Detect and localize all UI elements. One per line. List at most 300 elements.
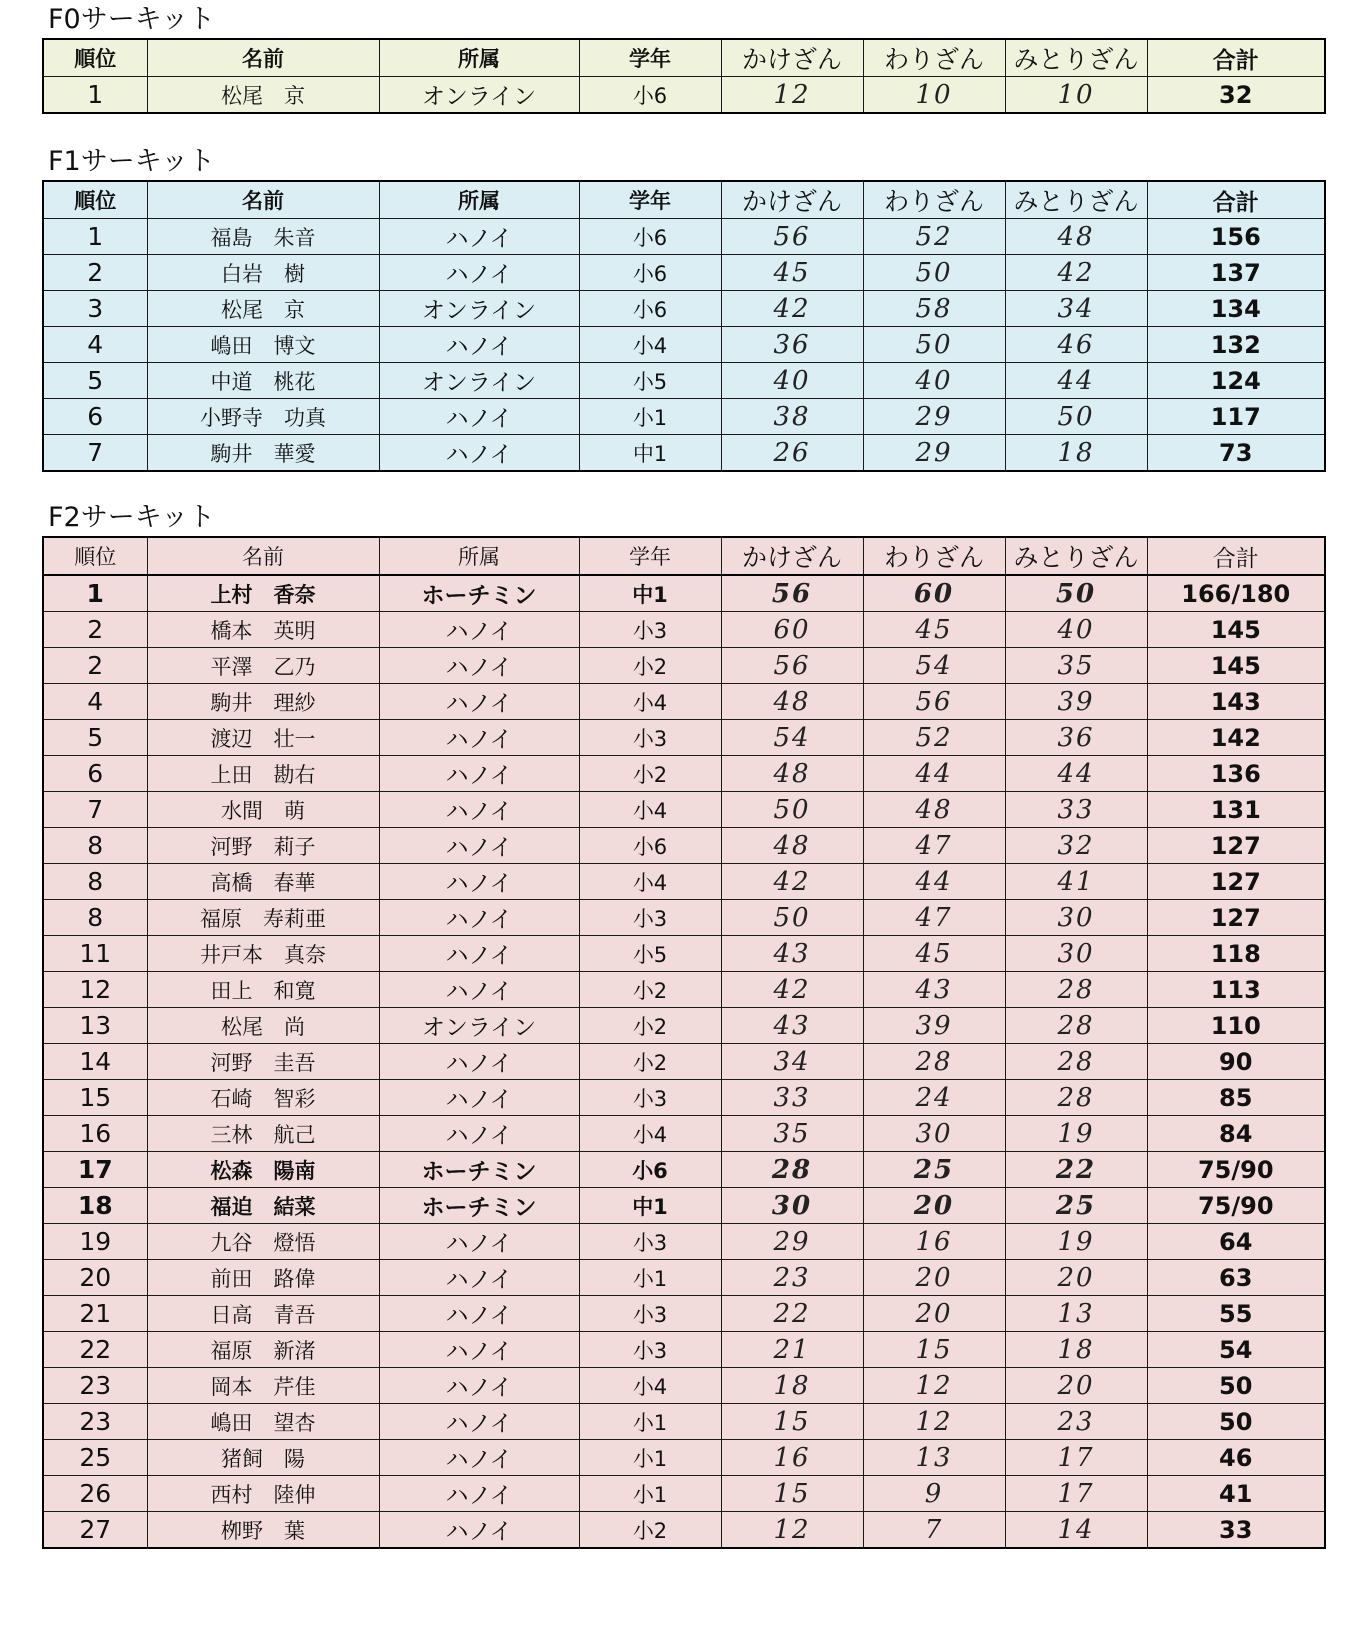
rank-cell: 2 — [43, 648, 147, 684]
name-cell: 岡本 芹佳 — [147, 1368, 379, 1404]
total-cell: 33 — [1147, 1512, 1325, 1549]
total-cell: 137 — [1147, 255, 1325, 291]
kakezan-cell: 60 — [721, 612, 863, 648]
table-row — [43, 1512, 1325, 1549]
mitorizan-cell: 18 — [1005, 435, 1147, 472]
rank-cell: 7 — [43, 435, 147, 472]
org-cell: ハノイ — [379, 219, 579, 255]
kakezan-cell: 29 — [721, 1224, 863, 1260]
table-row — [43, 435, 1325, 472]
rank-cell: 16 — [43, 1116, 147, 1152]
total-cell: 136 — [1147, 756, 1325, 792]
org-cell: ハノイ — [379, 1512, 579, 1549]
rank-cell: 4 — [43, 684, 147, 720]
mitorizan-cell: 40 — [1005, 612, 1147, 648]
rank-cell: 1 — [43, 219, 147, 255]
rank-cell: 2 — [43, 612, 147, 648]
header-kakezan: かけざん — [721, 181, 863, 219]
grade-cell: 小6 — [579, 291, 721, 327]
org-cell: ホーチミン — [379, 1188, 579, 1224]
name-cell: 上村 香奈 — [147, 575, 379, 612]
rank-cell: 22 — [43, 1332, 147, 1368]
rank-cell: 7 — [43, 792, 147, 828]
total-cell: 50 — [1147, 1404, 1325, 1440]
name-cell: 高橋 春華 — [147, 864, 379, 900]
rank-cell: 4 — [43, 327, 147, 363]
total-cell: 143 — [1147, 684, 1325, 720]
name-cell: 栁野 葉 — [147, 1512, 379, 1549]
table-row — [43, 77, 1325, 114]
header-rank: 順位 — [43, 537, 147, 575]
name-cell: 福島 朱音 — [147, 219, 379, 255]
grade-cell: 小4 — [579, 864, 721, 900]
warizan-cell: 12 — [863, 1404, 1005, 1440]
mitorizan-cell: 14 — [1005, 1512, 1147, 1549]
rank-cell: 23 — [43, 1368, 147, 1404]
grade-cell: 小2 — [579, 1512, 721, 1549]
org-cell: オンライン — [379, 1008, 579, 1044]
total-cell: 113 — [1147, 972, 1325, 1008]
table-row — [43, 720, 1325, 756]
total-cell: 73 — [1147, 435, 1325, 472]
table-row — [43, 1260, 1325, 1296]
rank-cell: 8 — [43, 828, 147, 864]
kakezan-cell: 42 — [721, 972, 863, 1008]
table-row — [43, 327, 1325, 363]
grade-cell: 中1 — [579, 435, 721, 472]
kakezan-cell: 30 — [721, 1188, 863, 1224]
rank-cell: 1 — [43, 575, 147, 612]
kakezan-cell: 26 — [721, 435, 863, 472]
table-row — [43, 399, 1325, 435]
kakezan-cell: 42 — [721, 864, 863, 900]
mitorizan-cell: 17 — [1005, 1476, 1147, 1512]
warizan-cell: 58 — [863, 291, 1005, 327]
grade-cell: 小1 — [579, 1260, 721, 1296]
org-cell: ハノイ — [379, 972, 579, 1008]
name-cell: 日高 青吾 — [147, 1296, 379, 1332]
warizan-cell: 16 — [863, 1224, 1005, 1260]
org-cell: ハノイ — [379, 900, 579, 936]
grade-cell: 小6 — [579, 219, 721, 255]
mitorizan-cell: 19 — [1005, 1116, 1147, 1152]
rank-cell: 17 — [43, 1152, 147, 1188]
section-title: F1サーキット — [48, 146, 216, 177]
org-cell: ハノイ — [379, 1080, 579, 1116]
org-cell: ハノイ — [379, 255, 579, 291]
org-cell: ハノイ — [379, 936, 579, 972]
total-cell: 84 — [1147, 1116, 1325, 1152]
mitorizan-cell: 28 — [1005, 1044, 1147, 1080]
kakezan-cell: 56 — [721, 219, 863, 255]
warizan-cell: 50 — [863, 255, 1005, 291]
total-cell: 85 — [1147, 1080, 1325, 1116]
name-cell: 小野寺 功真 — [147, 399, 379, 435]
kakezan-cell: 16 — [721, 1440, 863, 1476]
grade-cell: 小4 — [579, 327, 721, 363]
name-cell: 河野 圭吾 — [147, 1044, 379, 1080]
table-row — [43, 792, 1325, 828]
rank-cell: 2 — [43, 255, 147, 291]
header-grade: 学年 — [579, 181, 721, 219]
header-row — [43, 39, 1325, 77]
grade-cell: 小3 — [579, 1332, 721, 1368]
header-name: 名前 — [147, 537, 379, 575]
kakezan-cell: 42 — [721, 291, 863, 327]
grade-cell: 小6 — [579, 1152, 721, 1188]
org-cell: ハノイ — [379, 1440, 579, 1476]
mitorizan-cell: 25 — [1005, 1188, 1147, 1224]
mitorizan-cell: 36 — [1005, 720, 1147, 756]
name-cell: 白岩 樹 — [147, 255, 379, 291]
warizan-cell: 44 — [863, 864, 1005, 900]
org-cell: ハノイ — [379, 1260, 579, 1296]
kakezan-cell: 12 — [721, 77, 863, 114]
header-name: 名前 — [147, 39, 379, 77]
total-cell: 127 — [1147, 828, 1325, 864]
org-cell: ハノイ — [379, 1296, 579, 1332]
kakezan-cell: 22 — [721, 1296, 863, 1332]
table-row — [43, 1296, 1325, 1332]
warizan-cell: 43 — [863, 972, 1005, 1008]
org-cell: ホーチミン — [379, 575, 579, 612]
org-cell: ハノイ — [379, 612, 579, 648]
kakezan-cell: 40 — [721, 363, 863, 399]
header-rank: 順位 — [43, 39, 147, 77]
total-cell: 132 — [1147, 327, 1325, 363]
grade-cell: 中1 — [579, 575, 721, 612]
kakezan-cell: 48 — [721, 684, 863, 720]
org-cell: ハノイ — [379, 720, 579, 756]
name-cell: 松尾 京 — [147, 77, 379, 114]
mitorizan-cell: 30 — [1005, 936, 1147, 972]
mitorizan-cell: 44 — [1005, 363, 1147, 399]
kakezan-cell: 35 — [721, 1116, 863, 1152]
name-cell: 福原 寿莉亜 — [147, 900, 379, 936]
warizan-cell: 15 — [863, 1332, 1005, 1368]
header-total: 合計 — [1147, 181, 1325, 219]
name-cell: 上田 勘右 — [147, 756, 379, 792]
total-cell: 145 — [1147, 648, 1325, 684]
total-cell: 134 — [1147, 291, 1325, 327]
table-row — [43, 612, 1325, 648]
warizan-cell: 52 — [863, 219, 1005, 255]
header-org: 所属 — [379, 181, 579, 219]
total-cell: 127 — [1147, 864, 1325, 900]
kakezan-cell: 15 — [721, 1404, 863, 1440]
org-cell: ハノイ — [379, 792, 579, 828]
warizan-cell: 20 — [863, 1296, 1005, 1332]
kakezan-cell: 50 — [721, 900, 863, 936]
name-cell: 渡辺 壮一 — [147, 720, 379, 756]
warizan-cell: 45 — [863, 612, 1005, 648]
warizan-cell: 13 — [863, 1440, 1005, 1476]
warizan-cell: 39 — [863, 1008, 1005, 1044]
table-row — [43, 363, 1325, 399]
table-row — [43, 1368, 1325, 1404]
total-cell: 41 — [1147, 1476, 1325, 1512]
table-row — [43, 900, 1325, 936]
table-row — [43, 1332, 1325, 1368]
grade-cell: 小3 — [579, 720, 721, 756]
grade-cell: 小6 — [579, 255, 721, 291]
mitorizan-cell: 50 — [1005, 575, 1147, 612]
total-cell: 54 — [1147, 1332, 1325, 1368]
warizan-cell: 29 — [863, 399, 1005, 435]
grade-cell: 小2 — [579, 648, 721, 684]
rank-cell: 8 — [43, 900, 147, 936]
kakezan-cell: 12 — [721, 1512, 863, 1549]
grade-cell: 小4 — [579, 684, 721, 720]
org-cell: ハノイ — [379, 1476, 579, 1512]
kakezan-cell: 21 — [721, 1332, 863, 1368]
rank-cell: 27 — [43, 1512, 147, 1549]
kakezan-cell: 15 — [721, 1476, 863, 1512]
header-row — [43, 537, 1325, 575]
warizan-cell: 9 — [863, 1476, 1005, 1512]
org-cell: ハノイ — [379, 399, 579, 435]
rank-cell: 1 — [43, 77, 147, 114]
org-cell: ハノイ — [379, 1044, 579, 1080]
mitorizan-cell: 19 — [1005, 1224, 1147, 1260]
warizan-cell: 50 — [863, 327, 1005, 363]
table-row — [43, 828, 1325, 864]
rank-cell: 5 — [43, 363, 147, 399]
name-cell: 三林 航己 — [147, 1116, 379, 1152]
warizan-cell: 29 — [863, 435, 1005, 472]
grade-cell: 小2 — [579, 1044, 721, 1080]
total-cell: 50 — [1147, 1368, 1325, 1404]
warizan-cell: 40 — [863, 363, 1005, 399]
kakezan-cell: 43 — [721, 1008, 863, 1044]
kakezan-cell: 38 — [721, 399, 863, 435]
rank-cell: 14 — [43, 1044, 147, 1080]
table-row — [43, 291, 1325, 327]
grade-cell: 小1 — [579, 399, 721, 435]
grade-cell: 小6 — [579, 77, 721, 114]
mitorizan-cell: 48 — [1005, 219, 1147, 255]
warizan-cell: 30 — [863, 1116, 1005, 1152]
header-name: 名前 — [147, 181, 379, 219]
org-cell: ハノイ — [379, 1332, 579, 1368]
org-cell: ハノイ — [379, 828, 579, 864]
warizan-cell: 47 — [863, 828, 1005, 864]
org-cell: ハノイ — [379, 327, 579, 363]
name-cell: 駒井 理紗 — [147, 684, 379, 720]
kakezan-cell: 48 — [721, 828, 863, 864]
total-cell: 75/90 — [1147, 1188, 1325, 1224]
section-title: F2サーキット — [48, 502, 216, 533]
total-cell: 64 — [1147, 1224, 1325, 1260]
table-row — [43, 972, 1325, 1008]
name-cell: 松尾 尚 — [147, 1008, 379, 1044]
mitorizan-cell: 35 — [1005, 648, 1147, 684]
org-cell: ハノイ — [379, 648, 579, 684]
name-cell: 福原 新渚 — [147, 1332, 379, 1368]
mitorizan-cell: 17 — [1005, 1440, 1147, 1476]
mitorizan-cell: 20 — [1005, 1368, 1147, 1404]
header-mitorizan: みとりざん — [1005, 181, 1147, 219]
section-f0 — [42, 2, 1324, 114]
total-cell: 156 — [1147, 219, 1325, 255]
total-cell: 127 — [1147, 900, 1325, 936]
table-row — [43, 1116, 1325, 1152]
name-cell: 西村 陸伸 — [147, 1476, 379, 1512]
table-row — [43, 1476, 1325, 1512]
mitorizan-cell: 10 — [1005, 77, 1147, 114]
kakezan-cell: 56 — [721, 648, 863, 684]
total-cell: 145 — [1147, 612, 1325, 648]
warizan-cell: 48 — [863, 792, 1005, 828]
kakezan-cell: 45 — [721, 255, 863, 291]
rank-cell: 6 — [43, 756, 147, 792]
section-title: F0サーキット — [48, 4, 216, 35]
header-kakezan: かけざん — [721, 537, 863, 575]
total-cell: 90 — [1147, 1044, 1325, 1080]
warizan-cell: 44 — [863, 756, 1005, 792]
rank-cell: 8 — [43, 864, 147, 900]
org-cell: オンライン — [379, 363, 579, 399]
kakezan-cell: 50 — [721, 792, 863, 828]
rank-cell: 19 — [43, 1224, 147, 1260]
name-cell: 河野 莉子 — [147, 828, 379, 864]
warizan-cell: 54 — [863, 648, 1005, 684]
org-cell: ハノイ — [379, 1224, 579, 1260]
warizan-cell: 28 — [863, 1044, 1005, 1080]
results-table-f1 — [42, 180, 1326, 472]
total-cell: 63 — [1147, 1260, 1325, 1296]
mitorizan-cell: 50 — [1005, 399, 1147, 435]
total-cell: 166/180 — [1147, 575, 1325, 612]
name-cell: 平澤 乙乃 — [147, 648, 379, 684]
rank-cell: 23 — [43, 1404, 147, 1440]
grade-cell: 小5 — [579, 936, 721, 972]
grade-cell: 小3 — [579, 612, 721, 648]
total-cell: 118 — [1147, 936, 1325, 972]
rank-cell: 5 — [43, 720, 147, 756]
grade-cell: 小2 — [579, 756, 721, 792]
total-cell: 75/90 — [1147, 1152, 1325, 1188]
table-row — [43, 1404, 1325, 1440]
warizan-cell: 20 — [863, 1188, 1005, 1224]
header-warizan: わりざん — [863, 181, 1005, 219]
org-cell: ハノイ — [379, 435, 579, 472]
warizan-cell: 25 — [863, 1152, 1005, 1188]
org-cell: ハノイ — [379, 864, 579, 900]
mitorizan-cell: 13 — [1005, 1296, 1147, 1332]
warizan-cell: 10 — [863, 77, 1005, 114]
header-total: 合計 — [1147, 39, 1325, 77]
warizan-cell: 45 — [863, 936, 1005, 972]
rank-cell: 18 — [43, 1188, 147, 1224]
kakezan-cell: 33 — [721, 1080, 863, 1116]
grade-cell: 小5 — [579, 363, 721, 399]
rank-cell: 26 — [43, 1476, 147, 1512]
table-row — [43, 1224, 1325, 1260]
org-cell: ハノイ — [379, 1368, 579, 1404]
kakezan-cell: 23 — [721, 1260, 863, 1296]
name-cell: 井戸本 真奈 — [147, 936, 379, 972]
total-cell: 46 — [1147, 1440, 1325, 1476]
header-kakezan: かけざん — [721, 39, 863, 77]
rank-cell: 20 — [43, 1260, 147, 1296]
header-warizan: わりざん — [863, 537, 1005, 575]
warizan-cell: 24 — [863, 1080, 1005, 1116]
warizan-cell: 52 — [863, 720, 1005, 756]
org-cell: ハノイ — [379, 1404, 579, 1440]
table-row — [43, 648, 1325, 684]
table-row — [43, 219, 1325, 255]
name-cell: 田上 和寛 — [147, 972, 379, 1008]
kakezan-cell: 56 — [721, 575, 863, 612]
table-row — [43, 1440, 1325, 1476]
warizan-cell: 20 — [863, 1260, 1005, 1296]
results-table-f0 — [42, 38, 1326, 114]
warizan-cell: 47 — [863, 900, 1005, 936]
grade-cell: 小3 — [579, 1224, 721, 1260]
grade-cell: 小3 — [579, 900, 721, 936]
name-cell: 駒井 華愛 — [147, 435, 379, 472]
mitorizan-cell: 34 — [1005, 291, 1147, 327]
header-grade: 学年 — [579, 537, 721, 575]
total-cell: 32 — [1147, 77, 1325, 114]
rank-cell: 25 — [43, 1440, 147, 1476]
grade-cell: 小1 — [579, 1404, 721, 1440]
kakezan-cell: 34 — [721, 1044, 863, 1080]
total-cell: 124 — [1147, 363, 1325, 399]
name-cell: 松尾 京 — [147, 291, 379, 327]
name-cell: 松森 陽南 — [147, 1152, 379, 1188]
header-mitorizan: みとりざん — [1005, 39, 1147, 77]
header-grade: 学年 — [579, 39, 721, 77]
warizan-cell: 12 — [863, 1368, 1005, 1404]
kakezan-cell: 28 — [721, 1152, 863, 1188]
name-cell: 嶋田 望杏 — [147, 1404, 379, 1440]
total-cell: 131 — [1147, 792, 1325, 828]
kakezan-cell: 43 — [721, 936, 863, 972]
kakezan-cell: 36 — [721, 327, 863, 363]
section-f2 — [42, 500, 1324, 1549]
grade-cell: 小6 — [579, 828, 721, 864]
mitorizan-cell: 44 — [1005, 756, 1147, 792]
rank-cell: 12 — [43, 972, 147, 1008]
warizan-cell: 7 — [863, 1512, 1005, 1549]
grade-cell: 小2 — [579, 1008, 721, 1044]
kakezan-cell: 48 — [721, 756, 863, 792]
warizan-cell: 56 — [863, 684, 1005, 720]
kakezan-cell: 54 — [721, 720, 863, 756]
mitorizan-cell: 28 — [1005, 1080, 1147, 1116]
mitorizan-cell: 28 — [1005, 972, 1147, 1008]
table-row — [43, 756, 1325, 792]
table-row — [43, 864, 1325, 900]
mitorizan-cell: 22 — [1005, 1152, 1147, 1188]
grade-cell: 小4 — [579, 1116, 721, 1152]
table-row — [43, 684, 1325, 720]
section-f1 — [42, 144, 1324, 472]
table-row — [43, 1008, 1325, 1044]
name-cell: 前田 路偉 — [147, 1260, 379, 1296]
mitorizan-cell: 28 — [1005, 1008, 1147, 1044]
mitorizan-cell: 20 — [1005, 1260, 1147, 1296]
table-row — [43, 255, 1325, 291]
table-row — [43, 1044, 1325, 1080]
name-cell: 橋本 英明 — [147, 612, 379, 648]
table-row — [43, 575, 1325, 612]
org-cell: オンライン — [379, 77, 579, 114]
table-row — [43, 1080, 1325, 1116]
rank-cell: 6 — [43, 399, 147, 435]
